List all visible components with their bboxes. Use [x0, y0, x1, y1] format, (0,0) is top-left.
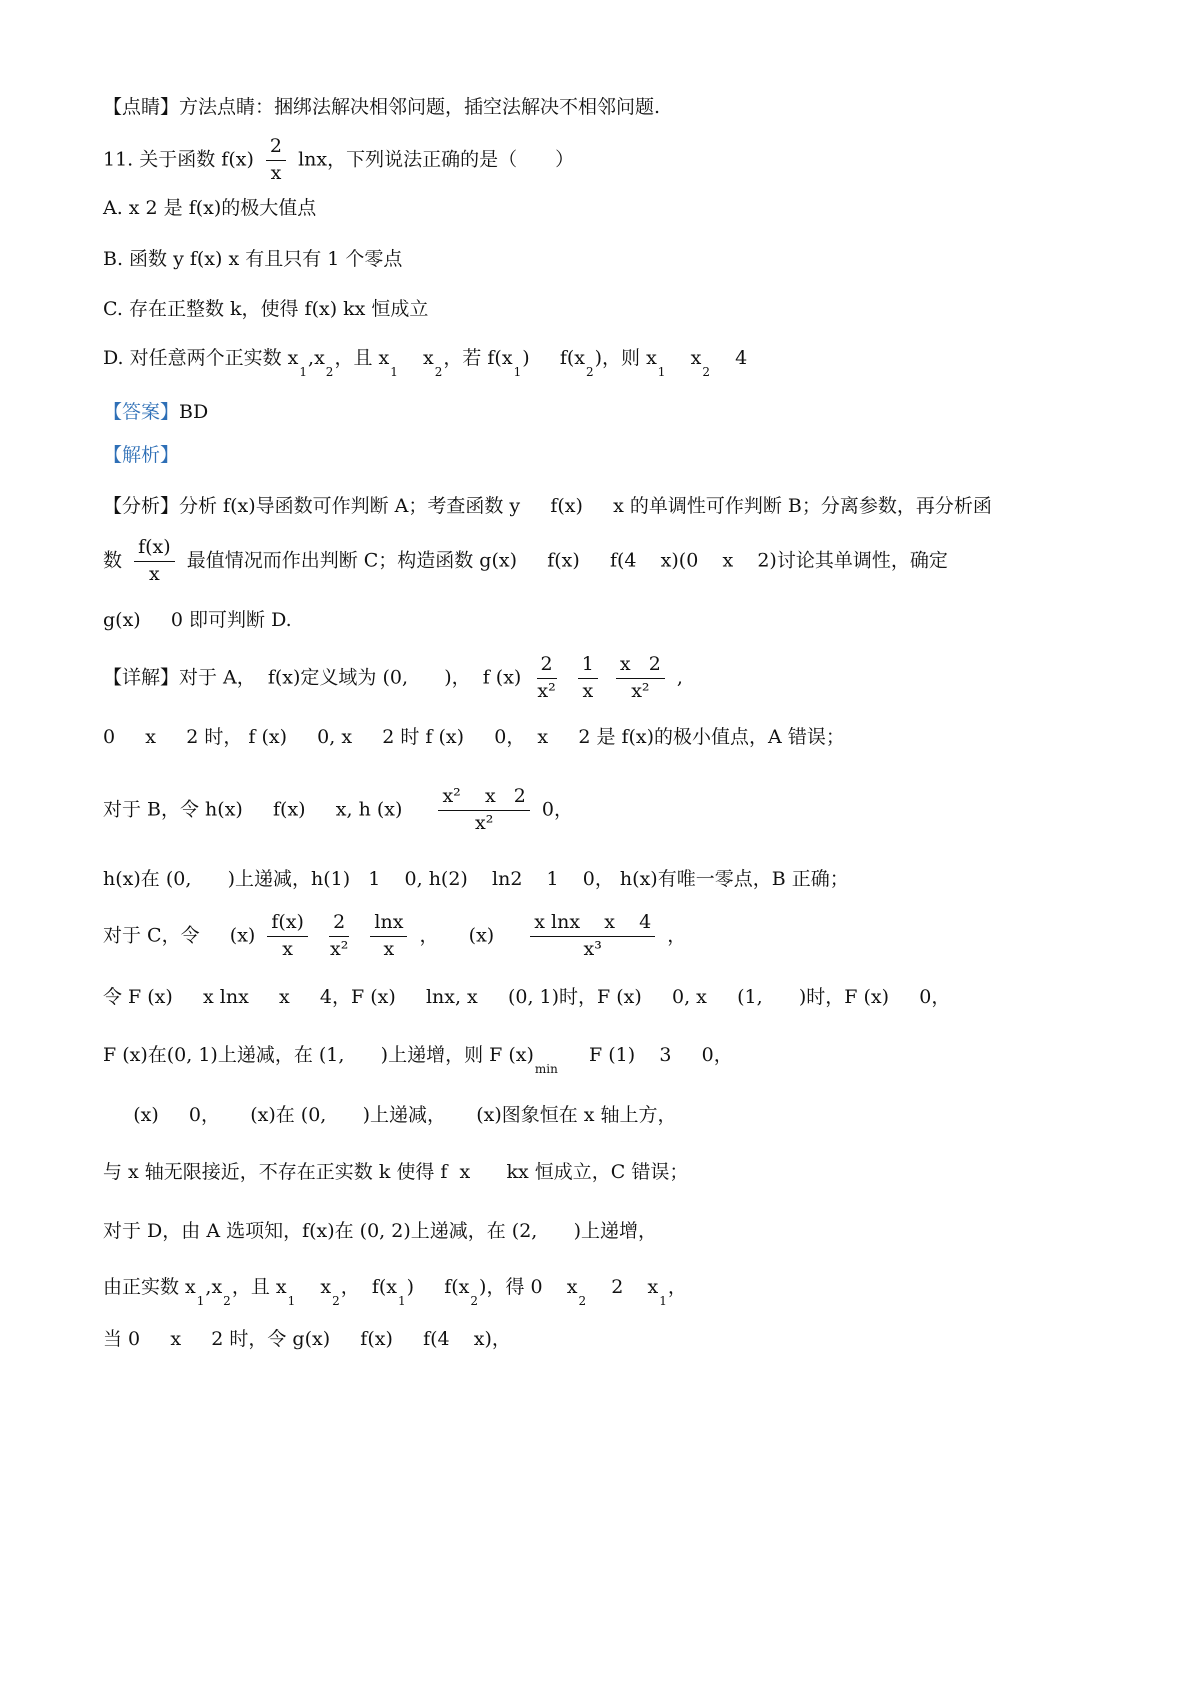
option-a	[103, 199, 316, 218]
fraction-denominator: x	[270, 161, 282, 184]
option-d-text-b: ,x	[308, 347, 325, 369]
detail-text-2: 0 x 2 时， f (x) 0, x 2 时 f (x) 0， x 2 是 f(x)的极小值点，A 错误；	[103, 726, 845, 748]
fraction-numerator: 2	[266, 137, 286, 161]
detail-text-6: 令 F (x) x lnx x 4，F (x) lnx, x (0, 1)时，F (x) 0, x (1, )时，F (x) 0，	[103, 986, 951, 1008]
detail-text-11b: ,x	[205, 1276, 223, 1298]
fraction-fx-over-x	[134, 538, 175, 585]
fraction-numerator: x 2	[616, 655, 665, 679]
option-a-text: A. x 2 是 f(x)的极大值点	[103, 197, 317, 219]
analysis-line-1	[103, 497, 992, 516]
subscript: 2	[702, 365, 710, 379]
stem-text-b: lnx，下列说法正确的是（ ）	[298, 148, 575, 171]
detail-text-5a: 对于 C，令 (x)	[103, 924, 256, 947]
detail-line-10	[103, 1222, 657, 1241]
detail-text-11c: ，且 x	[231, 1276, 287, 1298]
fraction-denominator: x²	[631, 679, 650, 702]
fraction-2-over-x	[266, 137, 286, 184]
detail-line-2	[103, 728, 845, 747]
option-d-text-f: ) f(x	[522, 347, 585, 369]
option-d-text-g: )，则 x	[594, 347, 657, 369]
fraction-numerator: 2	[537, 655, 557, 679]
option-d-text-i: 4	[710, 347, 748, 369]
detail-text-8: (x) 0， (x)在 (0, )上递减， (x)图象恒在 x 轴上方，	[103, 1104, 677, 1126]
fraction	[530, 913, 655, 960]
detail-text-4: h(x)在 (0, )上递减，h(1) 1 0, h(2) ln2 1 0， h(x)有唯一零点，B 正确；	[103, 868, 849, 890]
fraction	[370, 913, 407, 960]
option-c-text: C. 存在正整数 k，使得 f(x) kx 恒成立	[103, 298, 429, 320]
subscript: 2	[585, 365, 594, 379]
subscript: 2	[434, 365, 443, 379]
analysis-tag: 【解析】	[103, 444, 180, 466]
fraction	[533, 655, 559, 702]
subscript: 1	[299, 365, 308, 379]
detail-line-11	[103, 1276, 687, 1308]
remark-line	[103, 98, 660, 117]
detail-text-5b: ， (x)	[419, 924, 495, 947]
fraction-denominator: x	[148, 562, 160, 585]
fraction	[578, 655, 598, 702]
fraction-numerator: lnx	[370, 913, 407, 937]
detail-text-12: 当 0 x 2 时，令 g(x) f(x) f(4 x)，	[103, 1328, 511, 1350]
detail-text-9: 与 x 轴无限接近，不存在正实数 k 使得 f x kx 恒成立，C 错误；	[103, 1161, 689, 1183]
answer-tag: 【答案】	[103, 401, 180, 423]
stem-text-a: 11. 关于函数 f(x)	[103, 148, 254, 171]
remark-text: 【点睛】方法点睛：捆绑法解决相邻问题，插空法解决不相邻问题.	[103, 96, 661, 118]
detail-line-4	[103, 870, 849, 889]
subscript: 2	[578, 1294, 587, 1308]
detail-line-7	[103, 1044, 733, 1076]
option-c	[103, 300, 428, 319]
fraction-denominator: x²	[537, 679, 556, 702]
detail-text-11h: 2 x	[587, 1276, 659, 1298]
fraction	[267, 913, 308, 960]
analysis-text-3: g(x) 0 即可判断 D.	[103, 609, 292, 631]
subscript: 1	[390, 365, 398, 379]
option-d-text-c: ，且 x	[334, 347, 390, 369]
fraction-denominator: x²	[330, 937, 349, 960]
detail-text-11a: 由正实数 x	[103, 1276, 196, 1298]
fraction-denominator: x	[582, 679, 594, 702]
subscript: 1	[397, 1294, 406, 1308]
subscript: 2	[223, 1294, 231, 1308]
option-d-text-h: x	[666, 347, 702, 369]
option-d-text-a: D. 对任意两个正实数 x	[103, 347, 299, 369]
subscript-min: min	[534, 1062, 558, 1076]
option-d-text-d: x	[398, 347, 434, 369]
subscript: 1	[659, 1294, 667, 1308]
analysis-text-2a: 数	[103, 549, 123, 572]
fraction-denominator: x²	[474, 811, 494, 834]
fraction-numerator: f(x)	[267, 913, 308, 937]
detail-line-5	[103, 913, 686, 960]
analysis-heading	[103, 446, 179, 465]
option-d-text-e: ，若 f(x	[443, 347, 513, 369]
fraction-denominator: x³	[583, 937, 602, 960]
detail-text-11e: ， f(x	[340, 1276, 397, 1298]
option-b-text: B. 函数 y f(x) x 有且只有 1 个零点	[103, 248, 403, 270]
detail-text-3a: 对于 B，令 h(x) f(x) x, h (x)	[103, 798, 403, 821]
subscript: 1	[513, 365, 522, 379]
analysis-line-2	[103, 538, 948, 585]
fraction-numerator: x lnx x 4	[530, 913, 655, 937]
subscript: 1	[657, 365, 666, 379]
answer-value: BD	[179, 401, 209, 423]
detail-text-11f: ) f(x	[406, 1276, 470, 1298]
subscript: 1	[287, 1294, 296, 1308]
subscript: 2	[332, 1294, 340, 1308]
fraction-numerator: 2	[329, 913, 349, 937]
fraction-numerator: 1	[578, 655, 598, 679]
detail-text-7a: F (x)在(0, 1)上递减，在 (1, )上递增，则 F (x)	[103, 1044, 534, 1066]
fraction-denominator: x	[383, 937, 395, 960]
option-d	[103, 347, 748, 379]
subscript: 2	[325, 365, 334, 379]
detail-text-1b: ,	[676, 666, 683, 689]
detail-text-11i: ，	[667, 1276, 687, 1298]
question-stem	[103, 137, 574, 184]
detail-line-6	[103, 988, 950, 1007]
fraction	[326, 913, 352, 960]
detail-line-3	[103, 787, 573, 834]
fraction-denominator: x	[282, 937, 294, 960]
detail-text-1a: 【详解】对于 A， f(x)定义域为 (0, )， f (x)	[103, 666, 522, 689]
detail-text-10: 对于 D，由 A 选项知，f(x)在 (0, 2)上递减，在 (2, )上递增，	[103, 1220, 657, 1242]
option-b	[103, 250, 402, 269]
detail-line-8	[103, 1106, 677, 1125]
detail-line-9	[103, 1163, 688, 1182]
analysis-text-1: 【分析】分析 f(x)导函数可作判断 A；考查函数 y f(x) x 的单调性可作判断 B；分离参数，再分析函	[103, 495, 992, 517]
detail-line-12	[103, 1330, 511, 1349]
fraction	[616, 655, 665, 702]
fraction-numerator: f(x)	[134, 538, 175, 562]
detail-text-5c: ，	[667, 924, 687, 947]
detail-text-11d: x	[296, 1276, 332, 1298]
subscript: 1	[196, 1294, 205, 1308]
detail-text-7b: F (1) 3 0，	[558, 1044, 733, 1066]
subscript: 2	[470, 1294, 479, 1308]
answer-line	[103, 403, 208, 422]
detail-text-3b: 0，	[541, 798, 574, 821]
analysis-text-2b: 最值情况而作出判断 C；构造函数 g(x) f(x) f(4 x)(0 x 2)讨论其单调性，确定	[186, 549, 948, 572]
detail-text-11g: )，得 0 x	[479, 1276, 578, 1298]
fraction	[438, 787, 529, 834]
analysis-line-3	[103, 611, 292, 630]
fraction-numerator: x² x 2	[438, 787, 529, 811]
detail-line-1	[103, 655, 683, 702]
